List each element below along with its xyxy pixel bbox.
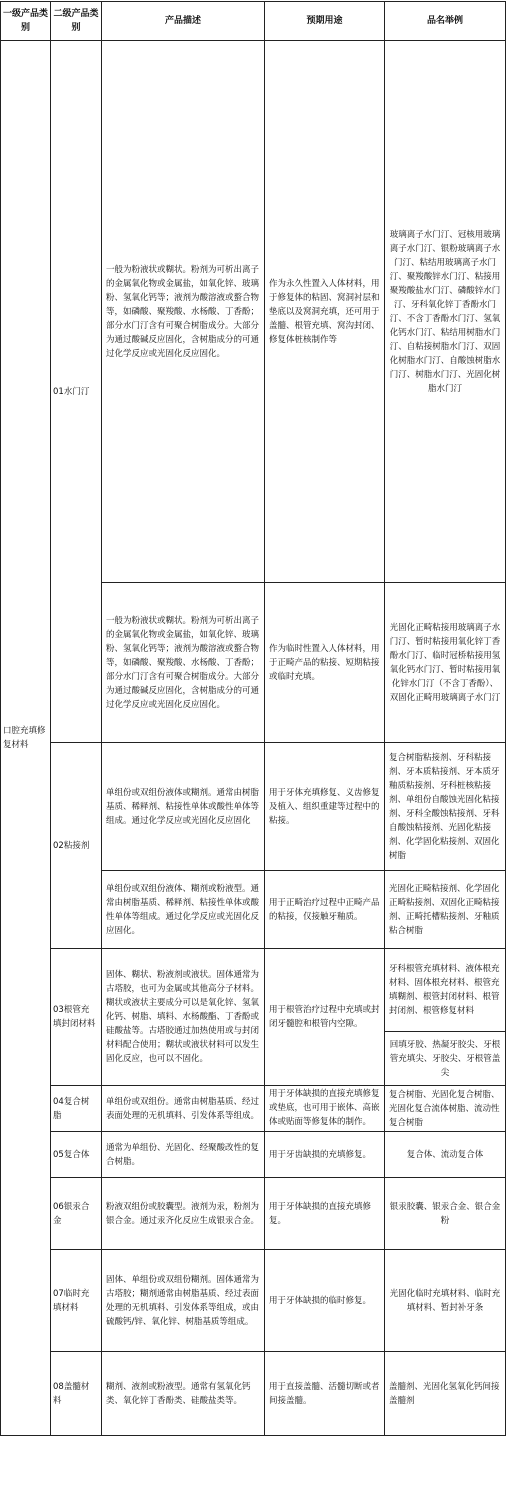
category2-cell: 03根管充填封闭材料: [51, 949, 102, 1086]
use-cell: 用于牙体缺损的直接充填修复。: [265, 1178, 385, 1250]
use-text: 用于牙体缺损的直接充填修复或垫底，也可用于嵌体、高嵌体或贴面等修复体的制作。: [269, 1088, 380, 1127]
description-cell: 单组份或双组份液体或糊剂。通常由树脂基质、稀释剂、粘接性单体或酸性单体等组成。通过化学反应或光固化反应固化: [102, 743, 265, 871]
table-row: [1, 1250, 506, 1352]
table-row: [1, 1086, 506, 1132]
description-cell: 单组份或双组份液体、糊剂或粉液型。通常由树脂基质、稀释剂、粘接性单体或酸性单体等组成。通过化学反应或光固化反应固化。: [102, 871, 265, 949]
description-cell: 一般为粉液状或糊状。粉剂为可析出离子的金属氧化物或金属盐，如氧化锌、玻璃粉、氢氧化钙等；液剂为酸溶液或螯合物等，如磷酸、聚羧酸、水杨酸、丁香酚；部分水门汀含有可聚合树脂成分。大部分为通过酸碱反应固化，含树脂成分的可通过化学反应或光固化反应固化。: [102, 583, 265, 743]
examples-cell: 牙科根管充填材料、液体根充材料、固体根充材料、根管充填糊剂、根管封闭材料、根管封闭剂、根管修复材料: [385, 949, 506, 1032]
table-row: [1, 1352, 506, 1436]
table-row: [1, 1178, 506, 1250]
header-category2: 二级产品类别: [51, 2, 102, 41]
table-row: [1, 743, 506, 871]
use-cell: 用于牙体充填修复、义齿修复及植入、组织重建等过程中的粘接。: [265, 743, 385, 871]
description-cell: 固体、糊状、粉液剂或液状。固体通常为古塔胶，也可为金属或其他高分子材料。糊状或液状主要成分可以是氧化锌、氢氧化钙、树脂、填料、水杨酸酯、丁香酚或硅酸盐等。古塔胶通过加热使用或与封闭材料配合使用；糊状或液状材料可以发生固化反应，也可以不固化。: [102, 949, 265, 1086]
examples-cell: 盖髓剂、光固化氢氧化钙间接盖髓剂: [385, 1352, 506, 1436]
description-cell: 糊剂、液剂或粉液型。通常有氢氧化钙类、氧化锌丁香酚类、硅酸盐类等。: [102, 1352, 265, 1436]
examples-cell: 光固化临时充填材料、临时充填材料、暂封补牙条: [385, 1250, 506, 1352]
category2-cell: 04复合树脂: [51, 1086, 102, 1132]
table-row: [1, 949, 506, 1032]
table-row: [1, 1132, 506, 1178]
header-category1: 一级产品类别: [1, 2, 51, 41]
examples-cell: 光固化正畸粘接用玻璃离子水门汀、暂时粘接用氧化锌丁香酚水门汀、临时冠桥粘接用氢氧化钙水门汀、暂时粘接用氧化锌水门汀（不含丁香酚）、双固化正畸用玻璃离子水门汀: [385, 583, 506, 743]
use-cell: [265, 1086, 385, 1132]
category2-cell: 05复合体: [51, 1132, 102, 1178]
examples-cell: 玻璃离子水门汀、冠核用玻璃离子水门汀、银粉玻璃离子水门汀、粘结用玻璃离子水门汀、聚羧酸锌水门汀、粘接用聚羧酸盐水门汀、磷酸锌水门汀、牙科氧化锌丁香酚水门汀、不含丁香酚水门汀、氢氧化钙水门汀、粘结用树脂水门汀、自粘接树脂水门汀、双固化树脂水门汀、自酸蚀树脂水门汀、树脂水门汀、光固化树脂水门汀: [385, 41, 506, 583]
examples-cell: [385, 743, 506, 871]
description-cell: 固体、单组份或双组份糊剂。固体通常为古塔胶；糊剂通常由树脂基质、经过表面处理的无机填料、引发体系等组成，或由硫酸钙/锌、氧化锌、树脂基质等组成。: [102, 1250, 265, 1352]
header-examples: 品名举例: [385, 2, 506, 41]
use-cell: 作为永久性置入人体材料，用于修复体的粘固、窝洞衬层和垫底以及窝洞充填，还可用于盖髓、根管充填、窝沟封闭、修复体桩核制作等: [265, 41, 385, 583]
examples-cell: 复合树脂、光固化复合树脂、光固化复合流体树脂、流动性复合树脂: [385, 1086, 506, 1132]
examples-cell: 光固化正畸粘接剂、化学固化正畸粘接剂、双固化正畸粘接剂、正畸托槽粘接剂、牙釉质粘合树脂: [385, 871, 506, 949]
description-cell: 一般为粉液状或糊状。粉剂为可析出离子的金属氧化物或金属盐，如氧化锌、玻璃粉、氢氧化钙等；液剂为酸溶液或螯合物等，如磷酸、聚羧酸、水杨酸、丁香酚；部分水门汀含有可聚合树脂成分。大部分为通过酸碱反应固化，含树脂成分的可通过化学反应或光固化反应固化。: [102, 41, 265, 583]
use-cell: 作为临时性置入人体材料，用于正畸产品的粘接、短期粘接或临时充填。: [265, 583, 385, 743]
examples-text: 复合树脂粘接剂、牙科粘接剂、牙本质粘接剂、牙本质牙釉质粘接剂、牙科桩核粘接剂、单组份自酸蚀光固化粘接剂、牙科全酸蚀粘接剂、牙科自酸蚀粘接剂、光固化粘接剂、化学固化粘接剂、双固化树脂: [389, 752, 500, 861]
examples-cell: 回填牙胶、热凝牙胶尖、牙根管充填尖、牙胶尖、牙根管盖尖: [385, 1032, 506, 1086]
category2-cell: 07临时充填材料: [51, 1250, 102, 1352]
header-row: [1, 2, 506, 41]
category2-cell: 06银汞合金: [51, 1178, 102, 1250]
use-cell: 用于牙体缺损的临时修复。: [265, 1250, 385, 1352]
description-cell: 粉液双组份或胶囊型。液剂为汞，粉剂为银合金。通过汞齐化反应生成银汞合金。: [102, 1178, 265, 1250]
use-cell: 用于根管治疗过程中充填或封闭牙髓腔和根管内空隙。: [265, 949, 385, 1086]
examples-cell: 复合体、流动复合体: [385, 1132, 506, 1178]
use-cell: 用于牙齿缺损的充填修复。: [265, 1132, 385, 1178]
category2-cell: 02粘接剂: [51, 743, 102, 949]
use-cell: 用于直接盖髓、活髓切断或者间接盖髓。: [265, 1352, 385, 1436]
header-description: 产品描述: [102, 2, 265, 41]
examples-cell: 银汞胶囊、银汞合金、银合金粉: [385, 1178, 506, 1250]
use-cell: 用于正畸治疗过程中正畸产品的粘接，仅接触牙釉质。: [265, 871, 385, 949]
header-intended-use: 预期用途: [265, 2, 385, 41]
category1-cell: 口腔充填修复材料: [1, 41, 51, 1436]
table-row: [1, 41, 506, 583]
category2-cell: 08盖髓材料: [51, 1352, 102, 1436]
description-cell: 通常为单组份、光固化、经聚酸改性的复合树脂。: [102, 1132, 265, 1178]
description-cell: 单组份或双组份。通常由树脂基质、经过表面处理的无机填料、引发体系等组成。: [102, 1086, 265, 1132]
product-classification-table: [0, 1, 506, 1436]
category2-cell: 01水门汀: [51, 41, 102, 743]
